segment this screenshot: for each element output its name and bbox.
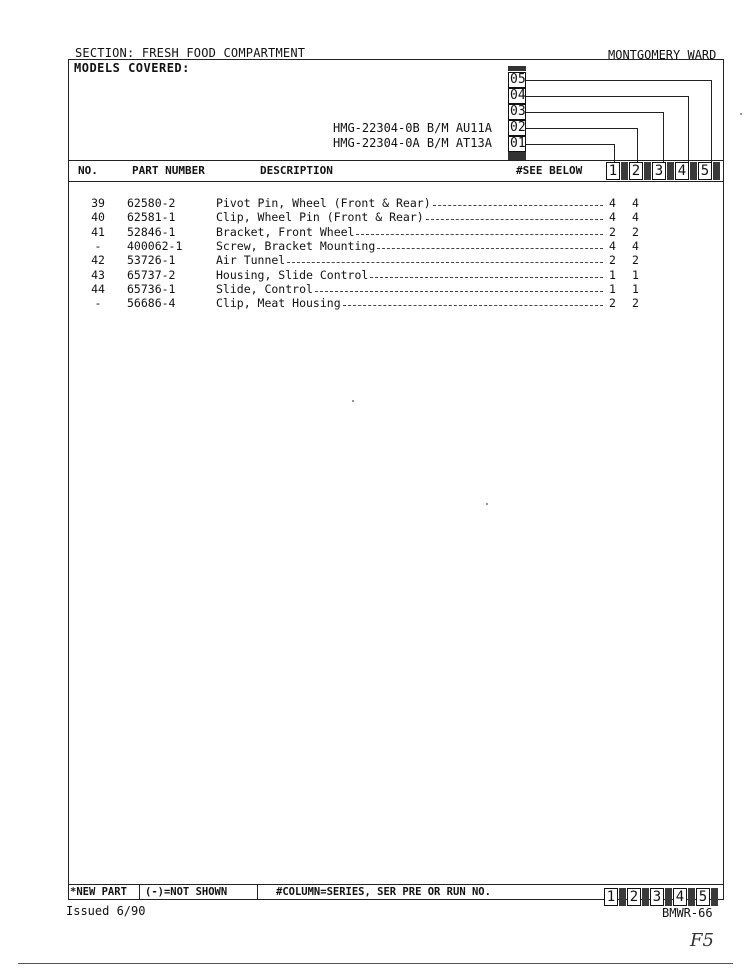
- code-box-04: 04: [510, 88, 526, 103]
- series-shade-2: [642, 888, 649, 906]
- part-item-number: -: [94, 296, 102, 311]
- part-number: 52846-1: [127, 224, 176, 239]
- part-number: 62580-2: [127, 196, 176, 210]
- part-description: Slide, Control: [216, 281, 313, 296]
- series-4-box-footer: 4: [673, 888, 687, 906]
- models-covered-label: MODELS COVERED:: [74, 61, 190, 75]
- qty-series-1: 1: [609, 281, 616, 296]
- col-description-header: DESCRIPTION: [260, 164, 333, 177]
- leader-dashes: [377, 248, 603, 249]
- code-stack-cap: [508, 66, 526, 71]
- qty-series-2: 1: [632, 267, 639, 282]
- legend-divider: [139, 884, 140, 900]
- part-description: Pivot Pin, Wheel (Front & Rear): [216, 196, 431, 210]
- legend-not-shown: (-)=NOT SHOWN: [145, 886, 228, 898]
- qty-series-1: 2: [609, 253, 616, 268]
- part-description: Bracket, Front Wheel: [216, 224, 355, 239]
- part-number: 65736-1: [127, 281, 176, 296]
- parts-list-frame: [68, 59, 724, 900]
- code-box-01: 01: [510, 136, 526, 151]
- qty-series-2: 2: [632, 296, 639, 311]
- legend-divider: [257, 884, 258, 900]
- section-title: SECTION: FRESH FOOD COMPARTMENT: [75, 46, 306, 60]
- model-line-1: HMG-22304-0B B/M AU11A: [333, 121, 492, 135]
- legend-new-part: *NEW PART: [70, 886, 127, 898]
- leader-dashes: [287, 262, 603, 263]
- series-2-box-footer: 2: [627, 888, 641, 906]
- qty-series-2: 2: [632, 224, 639, 239]
- part-item-number: 44: [91, 281, 105, 296]
- series-shade-3: [665, 888, 672, 906]
- part-description: Housing, Slide Control: [216, 267, 369, 282]
- code-box-05: 05: [510, 72, 526, 87]
- qty-series-1: 4: [609, 210, 616, 225]
- document-number: BMWR-66: [662, 906, 713, 920]
- model-line-2: HMG-22304-0A B/M AT13A: [333, 136, 492, 150]
- part-description: Clip, Meat Housing: [216, 296, 341, 311]
- brand-name: MONTGOMERY WARD: [608, 48, 717, 62]
- part-item-number: 40: [91, 210, 105, 225]
- series-shade-2: [644, 162, 651, 180]
- leader-dashes: [356, 234, 603, 235]
- code-box-03: 03: [510, 104, 526, 119]
- part-description: Air Tunnel: [216, 253, 286, 268]
- part-item-number: 43: [91, 267, 105, 282]
- part-description: Screw, Bracket Mounting: [216, 238, 376, 253]
- series-2-box: 2: [629, 162, 643, 180]
- qty-series-1: 4: [609, 196, 616, 210]
- part-description: Clip, Wheel Pin (Front & Rear): [216, 210, 424, 225]
- series-shade-1: [621, 162, 628, 180]
- qty-series-2: 4: [632, 210, 639, 225]
- part-item-number: 42: [91, 253, 105, 268]
- series-shade-3: [667, 162, 674, 180]
- series-1-box-footer: 1: [604, 888, 618, 906]
- handwritten-mark: F5: [690, 930, 714, 951]
- series-shade-5: [711, 888, 718, 906]
- leader-dashes: [370, 277, 603, 278]
- part-number: 56686-4: [127, 296, 176, 311]
- issued-date: Issued 6/90: [66, 904, 146, 918]
- part-number: 53726-1: [127, 253, 176, 268]
- code-box-02: 02: [510, 120, 526, 135]
- qty-series-2: 4: [632, 196, 639, 210]
- leader-dashes: [315, 291, 603, 292]
- col-no-header: NO.: [78, 164, 98, 177]
- series-3-box-footer: 3: [650, 888, 664, 906]
- col-see-below-header: #SEE BELOW: [516, 164, 583, 177]
- part-item-number: -: [94, 238, 102, 253]
- part-number: 65737-2: [127, 267, 176, 282]
- qty-series-1: 1: [609, 267, 616, 282]
- leader-dashes: [433, 205, 603, 206]
- part-number: 400062-1: [127, 238, 183, 253]
- part-item-number: 41: [91, 224, 105, 239]
- series-shade-4: [688, 888, 695, 906]
- page-bottom-rule: [18, 963, 733, 964]
- col-part-number-header: PART NUMBER: [132, 164, 205, 177]
- qty-series-2: 1: [632, 281, 639, 296]
- series-5-box: 5: [698, 162, 712, 180]
- scan-speck: [486, 503, 488, 505]
- leader-dashes: [426, 219, 603, 220]
- qty-series-2: 4: [632, 238, 639, 253]
- qty-series-1: 2: [609, 224, 616, 239]
- series-5-box-footer: 5: [696, 888, 710, 906]
- series-shade-1: [619, 888, 626, 906]
- series-3-box: 3: [652, 162, 666, 180]
- series-4-box: 4: [675, 162, 689, 180]
- leader-dashes: [343, 305, 603, 306]
- legend-column-note: #COLUMN=SERIES, SER PRE OR RUN NO.: [276, 886, 491, 898]
- part-item-number: 39: [91, 196, 105, 210]
- scan-speck: [352, 400, 354, 402]
- series-shade-4: [690, 162, 697, 180]
- series-shade-5: [713, 162, 720, 180]
- qty-series-2: 2: [632, 253, 639, 268]
- scan-speck: [740, 113, 742, 115]
- part-number: 62581-1: [127, 210, 176, 225]
- code-stack-base: [508, 152, 526, 160]
- series-1-box: 1: [606, 162, 620, 180]
- qty-series-1: 2: [609, 296, 616, 311]
- qty-series-1: 4: [609, 238, 616, 253]
